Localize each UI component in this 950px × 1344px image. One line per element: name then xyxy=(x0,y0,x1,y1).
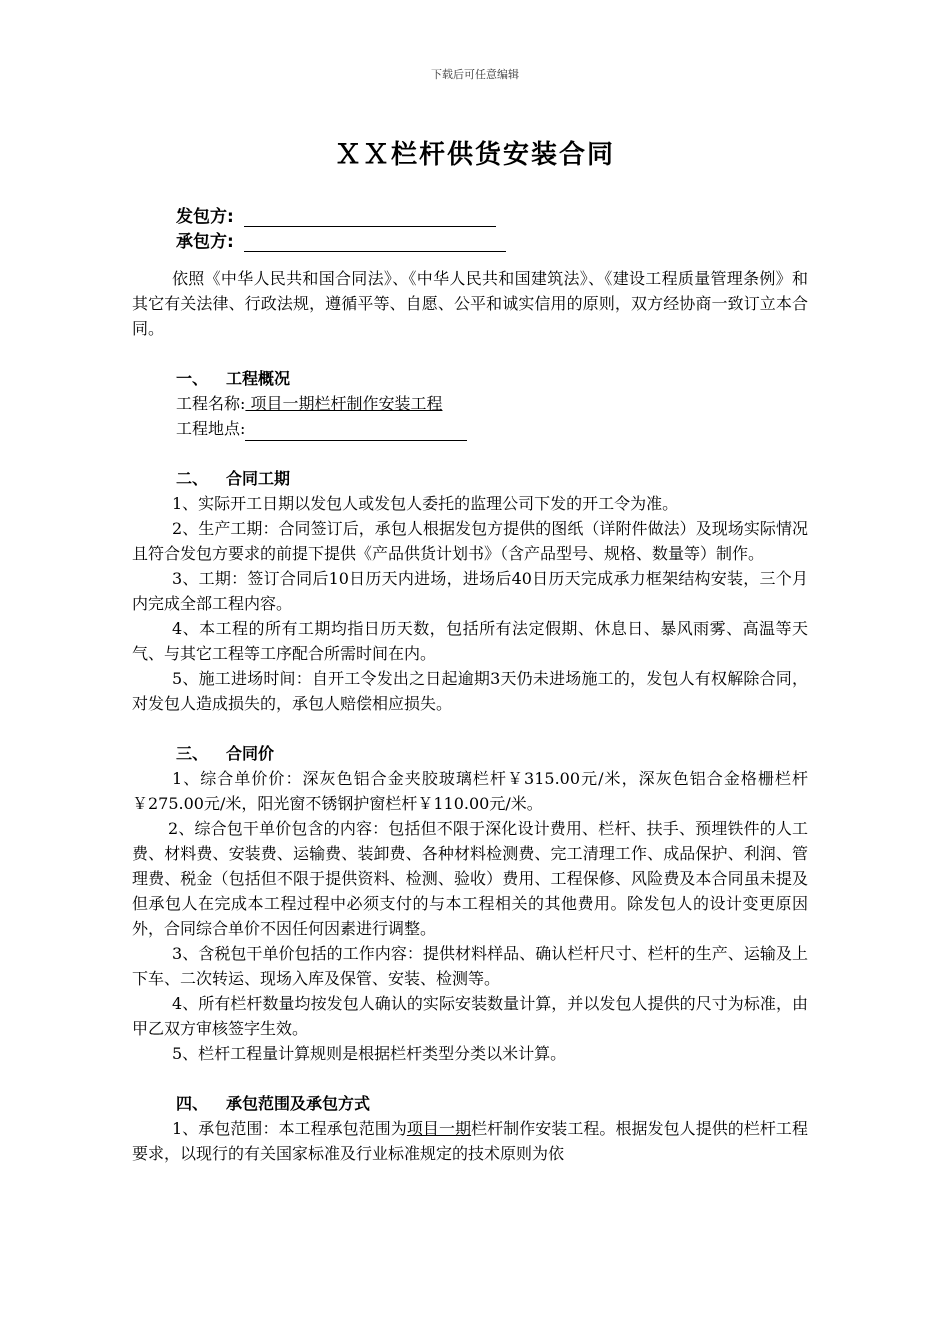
project-location-blank xyxy=(245,422,467,441)
project-name-label: 工程名称: xyxy=(176,394,246,413)
project-location-field xyxy=(132,416,808,441)
header-note: 下载后可任意编辑 xyxy=(431,68,519,81)
section-3-item: 2、综合包干单价包含的内容：包括但不限于深化设计费用、栏杆、扶手、预埋铁件的人工费、材料费、安装费、运输费、装卸费、各种材料检测费、完工清理工作、成品保护、利润、管理费、税金（包括但不限于提供资料、检测、验收）费用、工程保修、风险费及本合同虽未提及但承包人在完成本工程过程中必须支付的与本工程相关的其他费用。除发包人的设计变更原因外，合同综合单价不因任何因素进行调整。 xyxy=(132,819,808,938)
contractor-line xyxy=(176,227,506,252)
preamble-paragraph: 依照《中华人民共和国合同法》、《中华人民共和国建筑法》、《建设工程质量管理条例》和其它有关法律、行政法规，遵循平等、自愿、公平和诚实信用的原则，双方经协商一致订立本合同。 xyxy=(132,269,808,338)
section-2-item: 5、施工进场时间：自开工令发出之日起逾期3天仍未进场施工的，发包人有权解除合同，对发包人造成损失的，承包人赔偿相应损失。 xyxy=(132,669,808,713)
contract-body xyxy=(132,266,808,1166)
section-1-heading xyxy=(132,366,808,391)
section-3-title: 合同价 xyxy=(226,744,275,763)
section-3-heading xyxy=(132,741,808,766)
document-title: ＸＸ栏杆供货安装合同 xyxy=(334,140,615,170)
employer-label: 发包方: xyxy=(176,207,234,227)
section-4-item1-prefix: 1、承包范围：本工程承包范围为 xyxy=(172,1119,407,1138)
section-2-item: 4、本工程的所有工期均指日历天数，包括所有法定假期、休息日、暴风雨雾、高温等天气、与其它工程等工序配合所需时间在内。 xyxy=(132,619,808,663)
section-4-item1-project: 项目一期 xyxy=(406,1119,472,1138)
section-3-number: 三、 xyxy=(176,744,209,763)
section-2-title: 合同工期 xyxy=(226,469,291,488)
section-4-item xyxy=(132,1116,808,1166)
section-3-item: 3、含税包干单价包括的工作内容：提供材料样品、确认栏杆尺寸、栏杆的生产、运输及上下车、二次转运、现场入库及保管、安装、检测等。 xyxy=(132,944,808,988)
project-location-label: 工程地点: xyxy=(176,419,246,438)
section-3-item: 1、综合单价价：深灰色铝合金夹胶玻璃栏杆￥315.00元/米，深灰色铝合金格栅栏杆￥275.00元/米，阳光窗不锈钢护窗栏杆￥110.00元/米。 xyxy=(132,769,808,813)
section-3-item: 5、栏杆工程量计算规则是根据栏杆类型分类以米计算。 xyxy=(172,1044,567,1063)
section-2-item: 3、工期：签订合同后10日历天内进场，进场后40日历天完成承力框架结构安装，三个月内完成全部工程内容。 xyxy=(132,569,808,613)
section-2-heading xyxy=(132,466,808,491)
section-4-heading xyxy=(132,1091,808,1116)
section-2-item: 2、生产工期：合同签订后，承包人根据发包方提供的图纸（详附件做法）及现场实际情况且符合发包方要求的前提下提供《产品供货计划书》（含产品型号、规格、数量等）制作。 xyxy=(132,519,808,563)
contractor-label: 承包方: xyxy=(176,232,234,252)
section-2-item: 1、实际开工日期以发包人或发包人委托的监理公司下发的开工令为准。 xyxy=(172,494,679,513)
section-4-number: 四、 xyxy=(176,1094,209,1113)
section-1-number: 一、 xyxy=(176,369,209,388)
section-4-item1-suffix: 栏杆制作安装工程。根据发包人提供的栏杆工程要求，以现行的有关国家标准及行业标准规定的技术原则为依 xyxy=(132,1119,808,1163)
section-4-title: 承包范围及承包方式 xyxy=(226,1094,371,1113)
section-1-title: 工程概况 xyxy=(226,369,291,388)
contractor-blank xyxy=(244,235,506,252)
project-name-field xyxy=(132,391,808,416)
employer-line xyxy=(176,202,496,227)
project-name-value: 项目一期栏杆制作安装工程 xyxy=(245,394,443,413)
employer-blank xyxy=(244,210,496,227)
section-2-number: 二、 xyxy=(176,469,209,488)
section-3-item: 4、所有栏杆数量均按发包人确认的实际安装数量计算，并以发包人提供的尺寸为标准，由甲乙双方审核签字生效。 xyxy=(132,994,808,1038)
